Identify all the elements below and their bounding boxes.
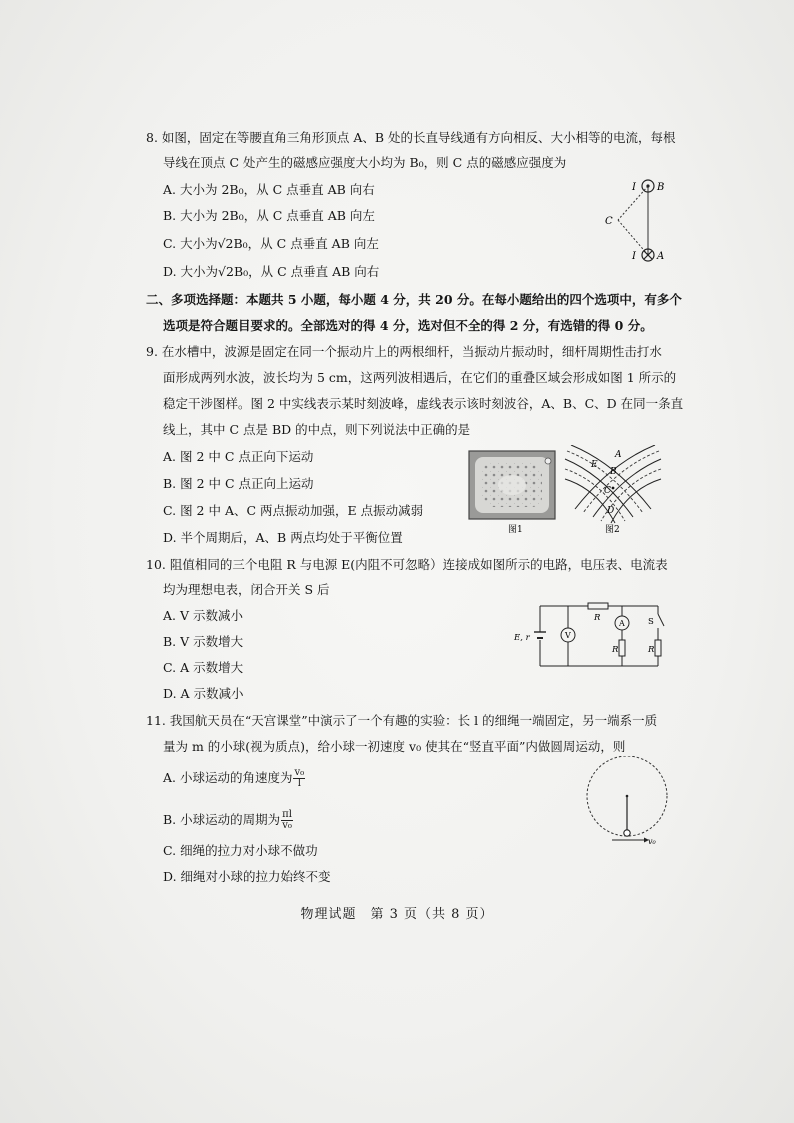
q8-label-c: C <box>605 216 613 227</box>
q9-figure1-caption: 图1 <box>508 525 523 535</box>
q10-stem-line2: 均为理想电表，闭合开关 S 后 <box>163 582 330 597</box>
q10-option-a: A. V 示数减小 <box>163 608 243 623</box>
q11-stem-line2: 量为 m 的小球(视为质点)，给小球一初速度 v₀ 使其在“竖直平面”内做圆周运动，则 <box>163 739 626 754</box>
q11-label-v0: v₀ <box>648 837 656 846</box>
q10-option-b: B. V 示数增大 <box>163 634 244 649</box>
q11-option-b <box>163 810 293 831</box>
q11-option-a-denominator: l <box>297 778 301 789</box>
q9-stem-line1: 9. 在水槽中，波源是固定在同一个振动片上的两根细杆，当振动片振动时，细杆周期性击打水 <box>146 344 662 359</box>
q9-figure2-wave-diagram <box>563 445 663 537</box>
q8-stem-line1: 8. 如图，固定在等腰直角三角形顶点 A、B 处的长直导线通有方向相反、大小相等的电流，每根 <box>146 130 676 145</box>
q8-option-b: B. 大小为 2B₀，从 C 点垂直 AB 向左 <box>163 208 375 223</box>
q9-option-c: C. 图 2 中 A、C 两点振动加强，E 点振动减弱 <box>163 503 424 518</box>
q9-stem-line4: 线上，其中 C 点是 BD 的中点，则下列说法中正确的是 <box>163 422 471 437</box>
section2-heading-line1: 二、多项选择题：本题共 5 小题，每小题 4 分，共 20 分。在每小题给出的四个选项中，有多个 <box>146 292 682 307</box>
q10-label-voltmeter: V <box>565 631 571 640</box>
q8-stem-line2: 导线在顶点 C 处产生的磁感应强度大小均为 B₀，则 C 点的磁感应强度为 <box>163 155 567 170</box>
q8-label-a: A <box>657 251 665 262</box>
q8-option-d: D. 大小为√2B₀，从 C 点垂直 AB 向右 <box>163 264 380 279</box>
q8-option-c: C. 大小为√2B₀，从 C 点垂直 AB 向左 <box>163 236 379 251</box>
q10-label-switch: S <box>648 617 654 627</box>
q11-option-b-denominator: v₀ <box>282 820 292 831</box>
q10-label-source: E, r <box>514 633 530 643</box>
q9-figure2-label-a: A <box>615 450 622 460</box>
q9-figure2-label-b: B <box>610 467 617 477</box>
q9-option-b: B. 图 2 中 C 点正向上运动 <box>163 476 314 491</box>
q8-label-i-top: I <box>632 182 636 193</box>
q11-option-a-text: A. 小球运动的角速度为 <box>163 770 293 785</box>
q8-label-b: B <box>657 182 665 193</box>
q8-label-i-bottom: I <box>632 251 636 262</box>
q11-option-b-fraction <box>281 810 293 831</box>
q9-figure2-caption: 图2 <box>605 525 620 535</box>
q8-triangle-figure <box>596 170 676 270</box>
q11-option-c: C. 细绳的拉力对小球不做功 <box>163 843 318 858</box>
q11-stem-line1: 11. 我国航天员在“天宫课堂”中演示了一个有趣的实验：长 l 的细绳一端固定，另一端系一质 <box>146 713 658 728</box>
q9-stem-line2: 面形成两列水波，波长均为 5 cm，这两列波相遇后，在它们的重叠区域会形成如图 1 所示的 <box>163 370 677 385</box>
q10-stem-line1: 10. 阻值相同的三个电阻 R 与电源 E(内阻不可忽略）连接成如图所示的电路，电压表、电流表 <box>146 557 668 572</box>
q11-option-b-text: B. 小球运动的周期为 <box>163 812 281 827</box>
q11-option-d: D. 细绳对小球的拉力始终不变 <box>163 869 331 884</box>
q9-option-d: D. 半个周期后，A、B 两点均处于平衡位置 <box>163 530 403 545</box>
q9-figure1-interference-photo <box>466 447 562 537</box>
q10-option-d: D. A 示数减小 <box>163 686 244 701</box>
q10-option-c: C. A 示数增大 <box>163 660 244 675</box>
q10-label-ammeter: A <box>619 619 625 628</box>
q9-figure2-label-c: C <box>604 486 611 496</box>
section2-heading-line2: 选项是符合题目要求的。全部选对的得 4 分，选对但不全的得 2 分，有选错的得 0 分。 <box>163 318 653 333</box>
q11-option-b-numerator: πl <box>282 809 292 820</box>
q10-label-r-right: R <box>648 645 655 655</box>
q11-option-a-numerator: v₀ <box>294 767 305 778</box>
q8-option-a: A. 大小为 2B₀，从 C 点垂直 AB 向右 <box>163 182 375 197</box>
page-footer: 物理试题 第 3 页（共 8 页） <box>300 907 494 922</box>
q11-option-a <box>163 768 305 789</box>
q9-option-a: A. 图 2 中 C 点正向下运动 <box>163 449 314 464</box>
q9-figure2-label-e: E <box>591 460 598 470</box>
q9-figure2-label-d: D <box>607 506 615 516</box>
q9-stem-line3: 稳定干涉图样。图 2 中实线表示某时刻波峰，虚线表示该时刻波谷，A、B、C、D 在同一条直 <box>163 396 684 411</box>
q10-circuit-diagram <box>512 596 672 676</box>
q10-label-r-top: R <box>594 613 601 623</box>
q11-circular-motion-figure <box>582 756 672 848</box>
q10-label-r-mid: R <box>612 645 619 655</box>
q11-option-a-fraction <box>293 768 305 789</box>
